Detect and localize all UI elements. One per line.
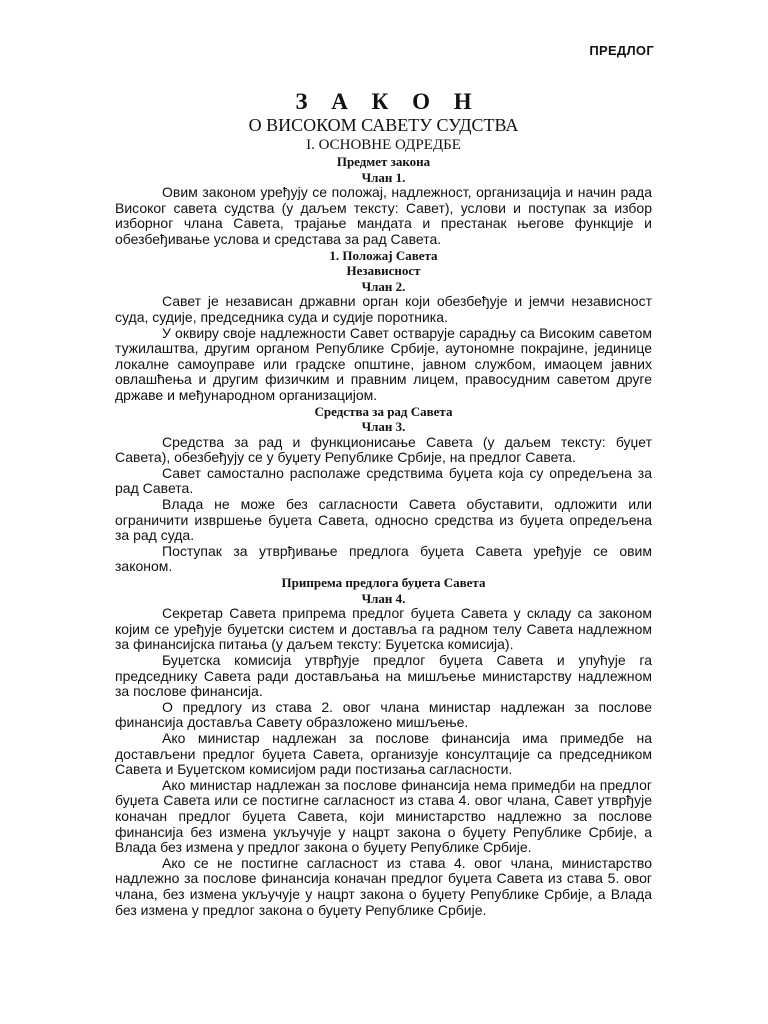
article-number: Члан 3.: [361, 419, 406, 435]
paragraph: Средства за рад и функционисање Савета (у даљем тексту: буџет Савета), обезбеђују се у буџету Републике Србије, на предлог Савета.: [115, 433, 652, 466]
document-body: [115, 88, 652, 918]
paragraph: Поступак за утврђивање предлога буџета Савета уређује се овим законом.: [115, 542, 652, 575]
article-heading: Средства за рад Савета: [314, 403, 453, 419]
document-title: З А К О Н: [295, 89, 481, 114]
paragraph: Влада не може без сагласности Савета обуставити, одложити или ограничити извршење буџета Савета, односно средства из буџета опредељена за рад суда.: [115, 496, 652, 544]
section-title: I. ОСНОВНЕ ОДРЕДБЕ: [306, 137, 461, 153]
article-heading: Предмет закона: [336, 154, 431, 169]
paragraph: Ако министар надлежан за послове финансија нема примедби на предлог буџета Савета или се постигне сагласност из става 4. овог члана, Савет утврђује коначан предлог буџета Савета, који министарство надлежно за послове финансија без измена укључује у нацрт закона о буџету Републике Србије, а Влада без измена у предлог закона о буџету Републике Србије.: [115, 776, 652, 856]
paragraph: Секретар Савета припрема предлог буџета Савета у складу са законом којим се уређује буџетски систем и доставља га радном телу Савета надлежном за финансијска питања (у даљем тексту: Буџетска комисија).: [115, 605, 652, 653]
article-heading: Независност: [346, 263, 421, 279]
paragraph: Буџетска комисија утврђује предлог буџета Савета и упућује га председнику Савета ради достављања на мишљење министарству надлежном за послове финансија.: [115, 652, 652, 700]
paragraph: Савет самостално располаже средствима буџета која су опредељена за рад Савета.: [115, 464, 652, 497]
proposal-label: ПРЕДЛОГ: [589, 43, 654, 58]
subsection-title: 1. Положај Савета: [329, 247, 438, 263]
paragraph: О предлогу из става 2. овог члана министар надлежан за послове финансија доставља Савету образложено мишљење.: [115, 698, 652, 731]
article-number: Члан 4.: [361, 590, 406, 606]
paragraph: У оквиру своје надлежности Савет остварује сарадњу са Високим саветом тужилаштва, другим органом Републике Србије, аутономне покрајине, јединице локалне самоуправе или градске општине, јавном службом, имаоцем јавних овлашћења и другим физичким и правним лицем, правосудним саветом друге државе и међународном организацијом.: [115, 324, 652, 403]
paragraph: Ако министар надлежан за послове финансија има примедбе на достављени предлог буџета Савета, организује консултације са председником Савета и Буџетском комисијом ради постизања сагласности.: [115, 729, 652, 778]
article-number: Члан 1.: [361, 169, 406, 185]
paragraph: Савет је независан државни орган који обезбеђује и јемчи независност суда, судије, председника суда и судије поротника.: [115, 293, 652, 325]
article-heading: Припрема предлога буџета Савета: [281, 575, 486, 591]
article-number: Члан 2.: [361, 278, 406, 294]
document-subtitle: О ВИСОКОМ САВЕТУ СУДСТВА: [248, 115, 519, 135]
paragraph: Овим законом уређују се положај, надлежност, организација и начин рада Високог савета судства (у даљем тексту: Савет), услови и поступак за избор изборног члана Савета, трајање мандата и престанак његове функције и обезбеђивање услова и средстава за рад Савета.: [115, 184, 652, 247]
paragraph: Ако се не постигне сагласност из става 4. овог члана, министарство надлежно за послове финансија коначан предлог буџета Савета из става 5. овог члана, без измена укључује у нацрт закона о буџету Републике Србије, а Влада без измена у предлог закона о буџету Републике Србије.: [115, 854, 652, 918]
